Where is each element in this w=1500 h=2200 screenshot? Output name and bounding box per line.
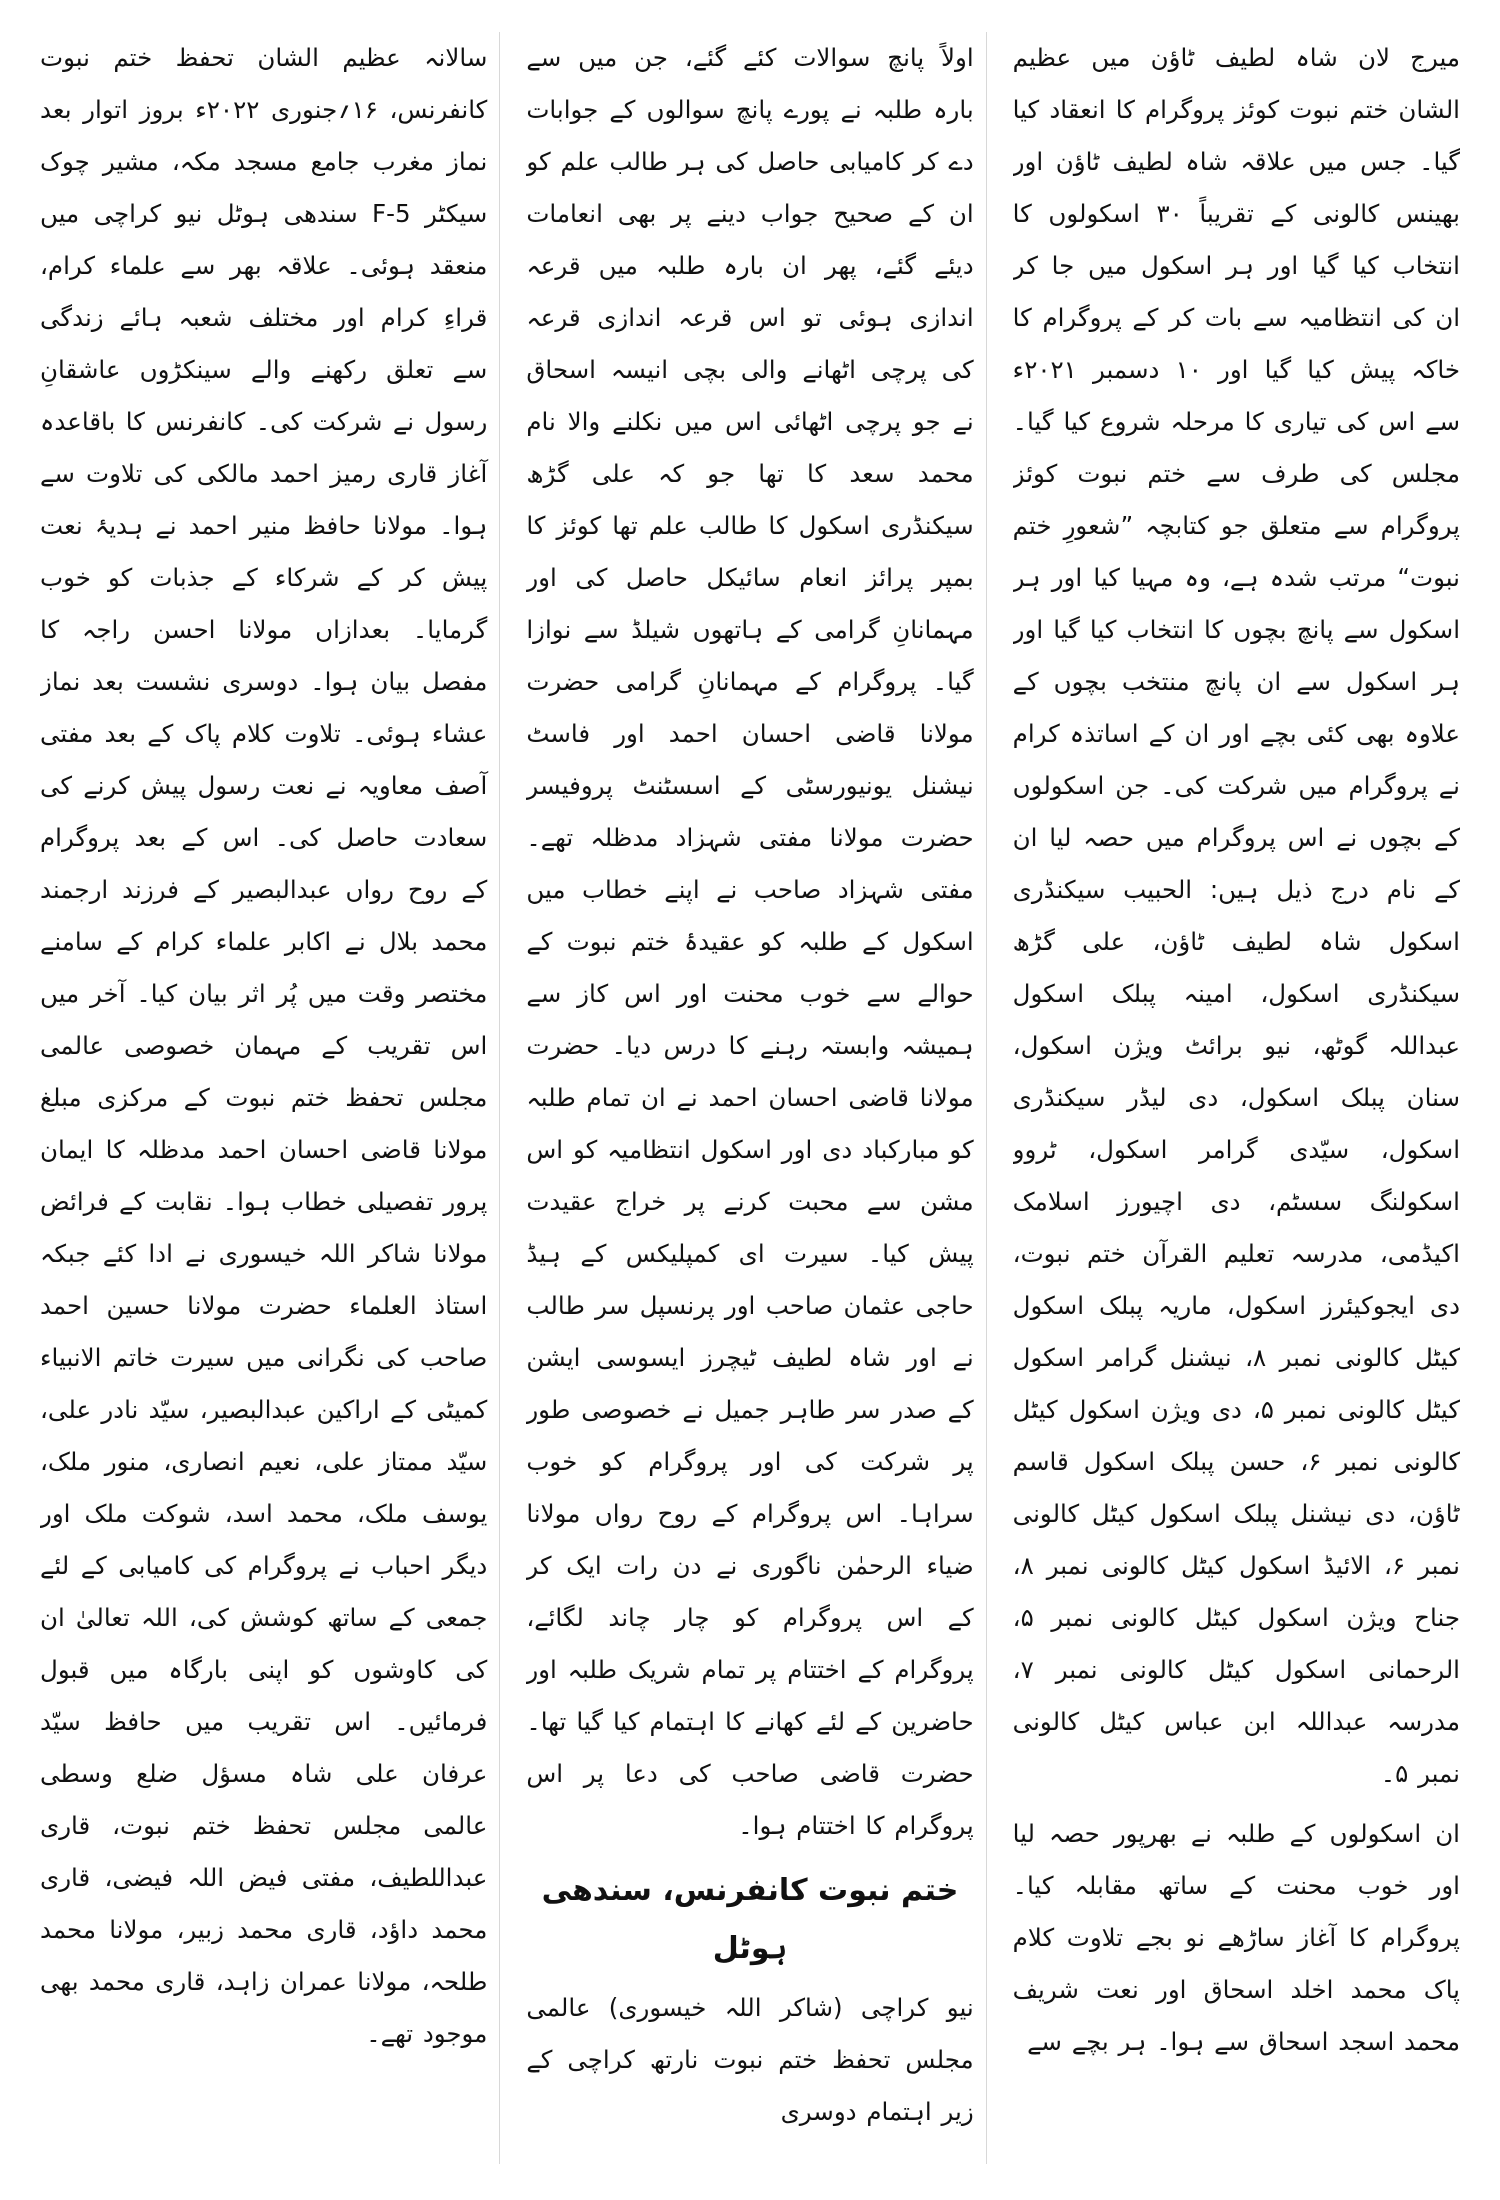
column-left [40,32,500,2164]
article-paragraph: میرج لان شاہ لطیف ٹاؤن میں عظیم الشان ختم نبوت کوئز پروگرام کا انعقاد کیا گیا۔ جس میں علاقہ شاہ لطیف ٹاؤن اور بھینس کالونی کے تقریباً ۳۰ اسکولوں کا انتخاب کیا گیا اور ہر اسکول میں جا کر ان کی انتظامیہ سے بات کر کے پروگرام کا خاکہ پیش کیا گیا اور ۱۰ دسمبر ۲۰۲۱ء سے اس کی تیاری کا مرحلہ شروع کیا گیا۔ مجلس کی طرف سے ختم نبوت کوئز پروگرام سے متعلق جو کتابچہ ”شعورِ ختم نبوت“ مرتب شدہ ہے، وہ مہیا کیا اور ہر اسکول سے پانچ بچوں کا انتخاب کیا گیا اور ہر اسکول سے ان پانچ منتخب بچوں کے علاوہ بھی کئی بچے اور ان کے اساتذہ کرام نے پروگرام میں شرکت کی۔ جن اسکولوں کے بچوں نے اس پروگرام میں حصہ لیا ان کے نام درج ذیل ہیں: الحبیب سیکنڈری اسکول شاہ لطیف ٹاؤن، علی گڑھ سیکنڈری اسکول، امینہ پبلک اسکول عبداللہ گوٹھ، نیو برائٹ ویژن اسکول، سنان پبلک اسکول، دی لیڈر سیکنڈری اسکول، سیّدی گرامر اسکول، ٹروو اسکولنگ سسٹم، دی اچیورز اسلامک اکیڈمی، مدرسہ تعلیم القرآن ختم نبوت، دی ایجوکیئرز اسکول، ماریہ پبلک اسکول کیٹل کالونی نمبر ۸، نیشنل گرامر اسکول کیٹل کالونی نمبر ۵، دی ویژن اسکول کیٹل کالونی نمبر ۶، حسن پبلک اسکول قاسم ٹاؤن، دی نیشنل پبلک اسکول کیٹل کالونی نمبر ۶، الائیڈ اسکول کیٹل کالونی نمبر ۸، جناح ویژن اسکول کیٹل کالونی نمبر ۵، الرحمانی اسکول کیٹل کالونی نمبر ۷، مدرسہ عبداللہ ابن عباس کیٹل کالونی نمبر ۵۔ [1012,43,1460,1788]
section-heading: ختم نبوت کانفرنس، سندھی ہوٹل [541,1873,959,1966]
article-paragraph: اولاً پانچ سوالات کئے گئے، جن میں سے بارہ طلبہ نے پورے پانچ سوالوں کے جوابات دے کر کامیابی حاصل کی ہر طالب علم کو ان کے صحیح جواب دینے پر بھی انعامات دیئے گئے، پھر ان بارہ طلبہ میں قرعہ اندازی ہوئی تو اس قرعہ اندازی قرعہ کی پرچی اٹھانے والی بچی انیسہ اسحاق نے جو پرچی اٹھائی اس میں نکلنے والا نام محمد سعد کا تھا جو کہ علی گڑھ سیکنڈری اسکول کا طالب علم تھا کوئز کا بمپر پرائز انعام سائیکل حاصل کی اور مہمانانِ گرامی کے ہاتھوں شیلڈ سے نوازا گیا۔ پروگرام کے مہمانانِ گرامی حضرت مولانا قاضی احسان احمد اور فاسٹ نیشنل یونیورسٹی کے اسسٹنٹ پروفیسر حضرت مولانا مفتی شہزاد مدظلہ تھے۔ مفتی شہزاد صاحب نے اپنے خطاب میں اسکول کے طلبہ کو عقیدۂ ختم نبوت کے حوالے سے خوب محنت اور اس کاز سے ہمیشہ وابستہ رہنے کا درس دیا۔ حضرت مولانا قاضی احسان احمد نے ان تمام طلبہ کو مبارکباد دی اور اسکول انتظامیہ کو اس مشن سے محبت کرنے پر خراج عقیدت پیش کیا۔ سیرت ای کمپلیکس کے ہیڈ حاجی عثمان صاحب اور پرنسپل سر طالب نے اور شاہ لطیف ٹیچرز ایسوسی ایشن کے صدر سر طاہر جمیل نے خصوصی طور پر شرکت کی اور پروگرام کو خوب سراہا۔ اس پروگرام کے روح رواں مولانا ضیاء الرحمٰن ناگوری نے دن رات ایک کر کے اس پروگرام کو چار چاند لگائے، پروگرام کے اختتام پر تمام شریک طلبہ اور حاضرین کے لئے کھانے کا اہتمام کیا گیا تھا۔ حضرت قاضی صاحب کی دعا پر اس پروگرام کا اختتام ہوا۔ [526,43,974,1840]
article-paragraph: ان اسکولوں کے طلبہ نے بھرپور حصہ لیا اور خوب محنت کے ساتھ مقابلہ کیا۔ پروگرام کا آغاز ساڑھے نو بجے تلاوت کلام پاک محمد اخلد اسحاق اور نعت شریف محمد اسجد اسحاق سے ہوا۔ ہر بچے سے [1012,1819,1460,2056]
column-right [1013,32,1460,2164]
article-paragraph: نیو کراچی (شاکر اللہ خیسوری) عالمی مجلس تحفظ ختم نبوت نارتھ کراچی کے زیر اہتمام دوسری [526,1993,974,2126]
column-middle [526,32,986,2164]
article-paragraph: سالانہ عظیم الشان تحفظ ختم نبوت کانفرنس، ۱۶؍جنوری ۲۰۲۲ء بروز اتوار بعد نماز مغرب جامع مسجد مکہ، مشیر چوک سیکٹر F-5 سندھی ہوٹل نیو کراچی میں منعقد ہوئی۔ علاقہ بھر سے علماء کرام، قراءِ کرام اور مختلف شعبہ ہائے زندگی سے تعلق رکھنے والے سینکڑوں عاشقانِ رسول نے شرکت کی۔ کانفرنس کا باقاعدہ آغاز قاری رمیز احمد مالکی کی تلاوت سے ہوا۔ مولانا حافظ منیر احمد نے ہدیۂ نعت پیش کر کے شرکاء کے جذبات کو خوب گرمایا۔ بعدازاں مولانا احسن راجہ کا مفصل بیان ہوا۔ دوسری نشست بعد نماز عشاء ہوئی۔ تلاوت کلام پاک کے بعد مفتی آصف معاویہ نے نعت رسول پیش کرنے کی سعادت حاصل کی۔ اس کے بعد پروگرام کے روح رواں عبدالبصیر کے فرزند ارجمند محمد بلال نے اکابر علماء کرام کے سامنے مختصر وقت میں پُر اثر بیان کیا۔ آخر میں اس تقریب کے مہمان خصوصی عالمی مجلس تحفظ ختم نبوت کے مرکزی مبلغ مولانا قاضی احسان احمد مدظلہ کا ایمان پرور تفصیلی خطاب ہوا۔ نقابت کے فرائض مولانا شاکر اللہ خیسوری نے ادا کئے جبکہ استاذ العلماء حضرت مولانا حسین احمد صاحب کی نگرانی میں سیرت خاتم الانبیاء کمیٹی کے اراکین عبدالبصیر، سیّد نادر علی، سیّد ممتاز علی، نعیم انصاری، منور ملک، یوسف ملک، محمد اسد، شوکت ملک اور دیگر احباب نے پروگرام کی کامیابی کے لئے جمعی کے ساتھ کوشش کی، اللہ تعالیٰ ان کی کاوشوں کو اپنی بارگاہ میں قبول فرمائیں۔ اس تقریب میں حافظ سیّد عرفان علی شاہ مسؤل ضلع وسطی عالمی مجلس تحفظ ختم نبوت، قاری عبداللطیف، مفتی فیض اللہ فیضی، قاری محمد داؤد، قاری محمد زبیر، مولانا محمد طلحہ، مولانا عمران زاہد، قاری محمد بھی موجود تھے۔ [40,43,488,2048]
